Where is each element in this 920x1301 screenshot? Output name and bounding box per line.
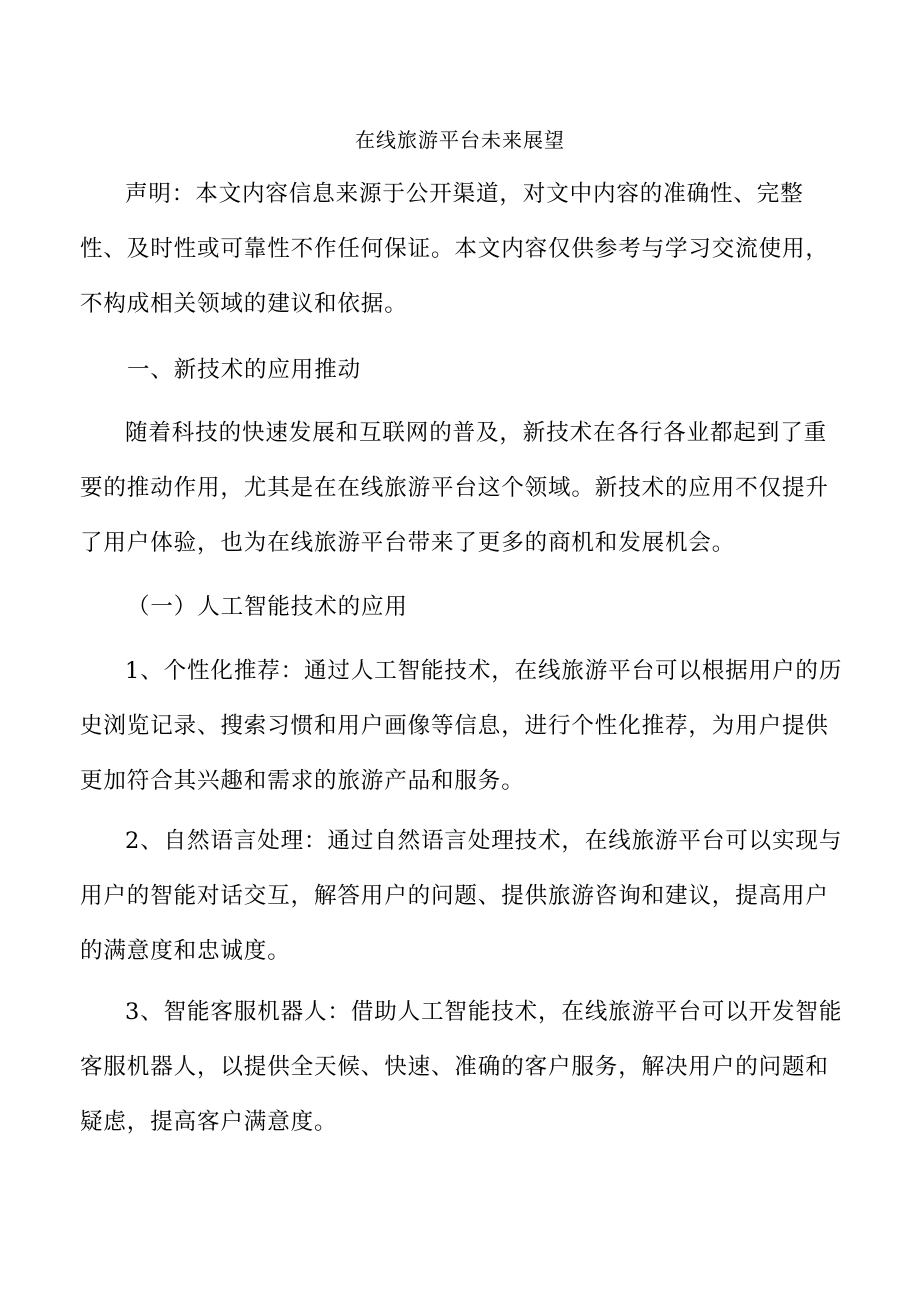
section-heading: 一、新技术的应用推动 bbox=[127, 357, 362, 383]
list-item: 1、个性化推荐：通过人工智能技术，在线旅游平台可以根据用户的历史浏览记录、搜索习惯和用户画像等信息，进行个性化推荐，为用户提供更加符合其兴趣和需求的旅游产品和服务。 bbox=[80, 658, 843, 794]
list-item: 3、智能客服机器人：借助人工智能技术，在线旅游平台可以开发智能客服机器人，以提供全天候、快速、准确的客户服务，解决用户的问题和疑虑，提高客户满意度。 bbox=[80, 999, 843, 1135]
section-intro-paragraph: 随着科技的快速发展和互联网的普及，新技术在各行各业都起到了重要的推动作用，尤其是在在线旅游平台这个领域。新技术的应用不仅提升了用户体验，也为在线旅游平台带来了更多的商机和发展机会。 bbox=[80, 420, 829, 556]
subsection-heading: （一）人工智能技术的应用 bbox=[127, 594, 408, 620]
list-item: 2、自然语言处理：通过自然语言处理技术，在线旅游平台可以实现与用户的智能对话交互，解答用户的问题、提供旅游咨询和建议，提高用户的满意度和忠诚度。 bbox=[80, 828, 843, 964]
document-title: 在线旅游平台未来展望 bbox=[355, 128, 565, 152]
disclaimer-paragraph: 声明：本文内容信息来源于公开渠道，对文中内容的准确性、完整性、及时性或可靠性不作任何保证。本文内容仅供参考与学习交流使用，不构成相关领域的建议和依据。 bbox=[80, 181, 829, 317]
